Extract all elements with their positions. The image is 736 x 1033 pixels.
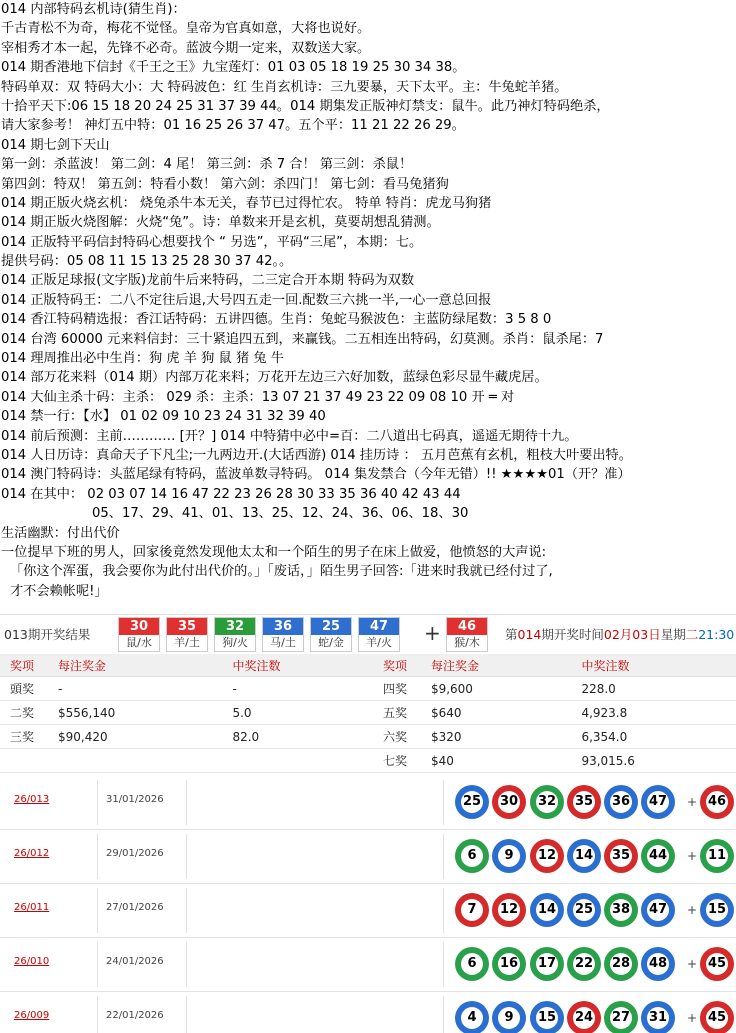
history-special-ball xyxy=(700,1001,734,1033)
ball-number: 46 xyxy=(706,791,728,813)
history-special-ball xyxy=(700,947,734,981)
history-ball xyxy=(604,947,638,981)
ball-number: 36 xyxy=(610,791,632,813)
prize-table xyxy=(0,654,736,773)
history-ball xyxy=(604,893,638,927)
history-period-link[interactable]: 26/011 xyxy=(14,902,50,913)
prize-amount: $556,140 xyxy=(48,701,222,725)
draw-time-weekday-label: 星期 xyxy=(660,627,686,642)
article-line: 第四剑：特双！ 第五剑：特看小数！ 第六剑：杀四门！ 第七剑：看马兔猪狗 xyxy=(1,176,449,192)
draw-time-period: 014 xyxy=(517,627,542,642)
ball-number: 15 xyxy=(706,899,728,921)
result-ball-zodiac: 蛇/金 xyxy=(311,635,351,651)
history-ball xyxy=(492,1001,526,1033)
result-ball-zodiac: 猴/木 xyxy=(447,635,487,651)
prize-level: 頭奖 xyxy=(0,677,48,701)
ball-number: 6 xyxy=(461,953,483,975)
history-ball xyxy=(455,839,489,873)
prize-amount: $320 xyxy=(421,725,571,749)
history-ball xyxy=(455,1001,489,1033)
ball-number: 28 xyxy=(610,953,632,975)
draw-time-label: 期开奖时间 xyxy=(541,627,604,642)
next-draw-time xyxy=(505,625,734,643)
plus-icon: + xyxy=(687,849,698,863)
article-line: 千古青松不为奇，梅花不觉怪。皇帝为官真如意，大将也说好。 xyxy=(1,21,371,37)
article-line: 014 台湾 60000 元来料信封：三十紧追四五到，来赢钱。二五相连出特码，幻莫测。杀肖：鼠杀尾：7 xyxy=(1,331,604,347)
result-ball xyxy=(358,617,400,652)
column-divider xyxy=(443,834,444,879)
history-ball xyxy=(641,839,675,873)
result-ball-number: 30 xyxy=(119,618,159,635)
ball-number: 25 xyxy=(573,899,595,921)
prize-winners: - xyxy=(222,677,372,701)
ball-number: 25 xyxy=(461,791,483,813)
column-divider xyxy=(186,888,187,933)
col-header: 奖项 xyxy=(0,654,48,677)
article-line: 「你这个浑蛋，我会要你为此付出代价的。」「废话，」陌生男子回答:「进来时我就已经付过了, xyxy=(10,564,553,580)
column-divider xyxy=(97,888,98,933)
ball-number: 44 xyxy=(647,845,669,867)
article-line: 提供号码：05 08 11 15 13 25 28 30 37 42。。 xyxy=(1,254,293,270)
article-line: 014 内部特码玄机诗(猜生肖)： xyxy=(1,2,186,17)
result-ball-zodiac: 狗/火 xyxy=(215,635,255,651)
column-divider xyxy=(97,834,98,879)
col-header: 中奖注数 xyxy=(571,654,736,677)
column-divider xyxy=(443,942,444,987)
ball-number: 15 xyxy=(536,1007,558,1029)
plus-icon: + xyxy=(687,795,698,809)
column-divider xyxy=(186,996,187,1033)
history-row[interactable] xyxy=(0,938,736,992)
article-line: 014 大仙主杀十码：主杀： 029 杀：主杀：13 07 21 37 49 23 22 09 08 10 开 ═ 对 xyxy=(1,389,515,405)
history-special-ball xyxy=(700,785,734,819)
prize-row xyxy=(0,677,736,701)
prize-amount: $90,420 xyxy=(48,725,222,749)
ball-number: 35 xyxy=(610,845,632,867)
draw-time-clock: 21:30 xyxy=(698,627,735,642)
prize-winners: 228.0 xyxy=(571,677,736,701)
prize-winners: 4,923.8 xyxy=(571,701,736,725)
prize-level xyxy=(0,749,48,773)
article-line: 014 期香港地下信封《千王之王》九宝莲灯：01 03 05 18 19 25 30 34 38。 xyxy=(1,60,466,76)
history-ball xyxy=(530,893,564,927)
article-line: 05、17、29、41、01、13、25、12、24、36、06、18、30 xyxy=(92,506,469,522)
history-ball xyxy=(492,893,526,927)
column-divider xyxy=(443,780,444,825)
history-ball xyxy=(492,947,526,981)
result-period-label: 013期开奖结果 xyxy=(4,627,91,642)
ball-number: 7 xyxy=(461,899,483,921)
ball-number: 48 xyxy=(647,953,669,975)
history-period-link[interactable]: 26/010 xyxy=(14,956,50,967)
prize-row xyxy=(0,725,736,749)
history-ball xyxy=(530,1001,564,1033)
column-divider xyxy=(97,996,98,1033)
history-special-ball xyxy=(700,839,734,873)
ball-number: 17 xyxy=(536,953,558,975)
ball-number: 31 xyxy=(647,1007,669,1029)
result-ball-number: 47 xyxy=(359,618,399,635)
prize-winners: 93,015.6 xyxy=(571,749,736,773)
plus-icon: + xyxy=(687,957,698,971)
prize-level: 五奖 xyxy=(373,701,421,725)
result-ball xyxy=(214,617,256,652)
col-header: 每注奖金 xyxy=(48,654,222,677)
article-line: 宰相秀才本一起，先锋不必奇。蓝波今期一定来，双数送大家。 xyxy=(1,40,371,56)
history-ball xyxy=(455,785,489,819)
prize-level: 三奖 xyxy=(0,725,48,749)
history-ball xyxy=(604,785,638,819)
result-special-ball xyxy=(446,617,488,652)
history-ball xyxy=(455,947,489,981)
article-line: 014 理周推出必中生肖：狗 虎 羊 狗 鼠 猪 兔 牛 xyxy=(1,351,284,367)
ball-number: 35 xyxy=(573,791,595,813)
result-ball-number: 35 xyxy=(167,618,207,635)
ball-number: 6 xyxy=(461,845,483,867)
article-line: 014 人日历诗：真命天子下凡尘;一九两边开.(大话西游) 014 挂历诗 ： 五月芭蕉有玄机，粗枝大叶要出特。 xyxy=(1,447,632,463)
ball-number: 4 xyxy=(461,1007,483,1029)
prize-row xyxy=(0,749,736,773)
history-ball xyxy=(567,839,601,873)
prize-level: 七奖 xyxy=(373,749,421,773)
article-line: 014 香江特码精选报：香江话特码：五讲四德。生肖：兔蛇马猴波色：主蓝防绿尾数：3 5 8 0 xyxy=(1,312,552,328)
history-row[interactable] xyxy=(0,830,736,884)
draw-time-date: 02月03日 xyxy=(603,627,661,642)
prize-amount xyxy=(48,749,222,773)
result-ball-number: 32 xyxy=(215,618,255,635)
history-period-link[interactable]: 26/013 xyxy=(14,794,50,805)
result-ball xyxy=(262,617,304,652)
article-line: 特码单双：双 特码大小：大 特码波色：红 生肖玄机诗：三九要暴，天下太平。主：牛兔蛇羊猪。 xyxy=(1,79,568,95)
column-divider xyxy=(186,942,187,987)
history-ball xyxy=(604,1001,638,1033)
result-ball-zodiac: 马/土 xyxy=(263,635,303,651)
article-line: 014 期七剑下天山 xyxy=(1,137,110,153)
col-header: 中奖注数 xyxy=(222,654,372,677)
ball-number: 45 xyxy=(706,1007,728,1029)
history-ball xyxy=(641,1001,675,1033)
ball-number: 16 xyxy=(498,953,520,975)
history-period-link[interactable]: 26/012 xyxy=(14,848,50,859)
ball-number: 12 xyxy=(498,899,520,921)
article-line: 014 禁一行：【水】 01 02 09 10 23 24 31 32 39 40 xyxy=(1,409,326,425)
history-list xyxy=(0,776,736,1033)
history-special-ball xyxy=(700,893,734,927)
ball-number: 47 xyxy=(647,899,669,921)
result-ball-zodiac: 羊/土 xyxy=(167,635,207,651)
history-ball xyxy=(530,785,564,819)
prize-amount: $640 xyxy=(421,701,571,725)
result-ball-zodiac: 羊/火 xyxy=(359,635,399,651)
ball-number: 9 xyxy=(498,845,520,867)
column-divider xyxy=(97,942,98,987)
history-date: 22/01/2026 xyxy=(106,1010,164,1021)
history-ball xyxy=(641,947,675,981)
history-period-link[interactable]: 26/009 xyxy=(14,1010,50,1021)
article-line: 014 在其中： 02 03 07 14 16 47 22 23 26 28 30 33 35 36 40 42 43 44 xyxy=(1,486,461,502)
prize-level: 四奖 xyxy=(373,677,421,701)
article-line: 014 前后预测：主前………… [开？] 014 中特猜中必中=百：二八道出七码真，遥遥无期待十九。 xyxy=(1,428,578,444)
ball-number: 14 xyxy=(573,845,595,867)
history-ball xyxy=(530,839,564,873)
history-ball xyxy=(567,947,601,981)
result-ball-zodiac: 鼠/水 xyxy=(119,635,159,651)
plus-icon: + xyxy=(424,621,441,645)
history-ball xyxy=(530,947,564,981)
article-line: 一位提早下班的男人，回家後竟然发现他太太和一个陌生的男子在床上做爱，他愤怒的大声说: xyxy=(1,544,547,560)
history-ball xyxy=(567,1001,601,1033)
article-line: 014 正版特码王：二八不定往后退,大号四五走一回.配数三六挑一半,一心一意总回报 xyxy=(1,292,492,308)
article-line: 十拾平天下:06 15 18 20 24 25 31 37 39 44。014 期集发正版神灯禁支：鼠牛。此乃神灯特码绝杀， xyxy=(1,98,610,114)
article-line: 014 部万花来料（014 期）内部万花来料；万花开左边三六好加数，蓝绿色彩尽显牛藏虎居。 xyxy=(1,370,548,386)
result-ball-number: 46 xyxy=(447,618,487,635)
plus-icon: + xyxy=(687,1011,698,1025)
prize-table-body xyxy=(0,677,736,773)
column-divider xyxy=(186,834,187,879)
column-divider xyxy=(186,780,187,825)
ball-number: 32 xyxy=(536,791,558,813)
article-line: 第一剑：杀蓝波！ 第二剑：4 尾！ 第三剑：杀 7 合！ 第三剑：杀鼠！ xyxy=(1,157,413,173)
article-line: 014 澳门特码诗：头蓝尾绿有特码，蓝波单数寻特码。 014 集发禁合（今年无错）!! ★★★★01（开？准） xyxy=(1,467,631,483)
ball-number: 45 xyxy=(706,953,728,975)
col-header: 每注奖金 xyxy=(421,654,571,677)
result-ball xyxy=(166,617,208,652)
col-header: 奖项 xyxy=(373,654,421,677)
history-ball xyxy=(455,893,489,927)
ball-number: 30 xyxy=(498,791,520,813)
column-divider xyxy=(97,780,98,825)
ball-number: 22 xyxy=(573,953,595,975)
prize-level: 二奖 xyxy=(0,701,48,725)
ball-number: 14 xyxy=(536,899,558,921)
history-ball xyxy=(604,839,638,873)
history-ball xyxy=(567,893,601,927)
article-line: 请大家参考！ 神灯五中特：01 16 25 26 37 47。五个平：11 21 22 26 29。 xyxy=(1,118,465,134)
article-line: 014 正版足球报(文字版)龙前牛后来特码，二三定合开本期 特码为双数 xyxy=(1,273,415,289)
article-line: 才不会赖帐呢!」 xyxy=(10,583,108,599)
ball-number: 12 xyxy=(536,845,558,867)
prize-amount: $9,600 xyxy=(421,677,571,701)
ball-number: 9 xyxy=(498,1007,520,1029)
ball-number: 27 xyxy=(610,1007,632,1029)
result-ball-number: 25 xyxy=(311,618,351,635)
result-ball-number: 36 xyxy=(263,618,303,635)
article-line: 014 正版特平码信封特码心想要找个 “ 另选”，平码“三尾”，本期：七。 xyxy=(1,234,423,250)
history-ball xyxy=(492,839,526,873)
history-row[interactable] xyxy=(0,992,736,1033)
history-date: 24/01/2026 xyxy=(106,956,164,967)
prize-level: 六奖 xyxy=(373,725,421,749)
history-date: 27/01/2026 xyxy=(106,902,164,913)
ball-number: 47 xyxy=(647,791,669,813)
result-ball xyxy=(118,617,160,652)
prize-amount: $40 xyxy=(421,749,571,773)
history-date: 31/01/2026 xyxy=(106,794,164,805)
ball-number: 11 xyxy=(706,845,728,867)
history-ball xyxy=(641,893,675,927)
article-line: 生活幽默：付出代价 xyxy=(1,525,120,541)
prize-amount: - xyxy=(48,677,222,701)
history-ball xyxy=(641,785,675,819)
column-divider xyxy=(443,996,444,1033)
draw-result-bar xyxy=(0,614,736,651)
prize-winners xyxy=(222,749,372,773)
column-divider xyxy=(443,888,444,933)
history-ball xyxy=(567,785,601,819)
history-row[interactable] xyxy=(0,776,736,830)
prize-row xyxy=(0,701,736,725)
draw-time-weekday: 二 xyxy=(685,627,699,642)
prize-winners: 6,354.0 xyxy=(571,725,736,749)
result-ball xyxy=(310,617,352,652)
history-date: 29/01/2026 xyxy=(106,848,164,859)
draw-time-prefix: 第 xyxy=(505,627,518,642)
ball-number: 24 xyxy=(573,1007,595,1029)
prize-winners: 5.0 xyxy=(222,701,372,725)
prize-winners: 82.0 xyxy=(222,725,372,749)
history-row[interactable] xyxy=(0,884,736,938)
prize-table-header xyxy=(0,654,736,677)
article-line: 014 期正版火烧图解：火烧“兔”。诗：单数来开是玄机，莫要胡想乱猜测。 xyxy=(1,215,440,231)
history-ball xyxy=(492,785,526,819)
plus-icon: + xyxy=(687,903,698,917)
article-line: 014 期正版火烧玄机： 烧兔杀牛本无关，春节已过得忙农。 特单 特肖：虎龙马狗猪 xyxy=(1,195,492,211)
ball-number: 38 xyxy=(610,899,632,921)
